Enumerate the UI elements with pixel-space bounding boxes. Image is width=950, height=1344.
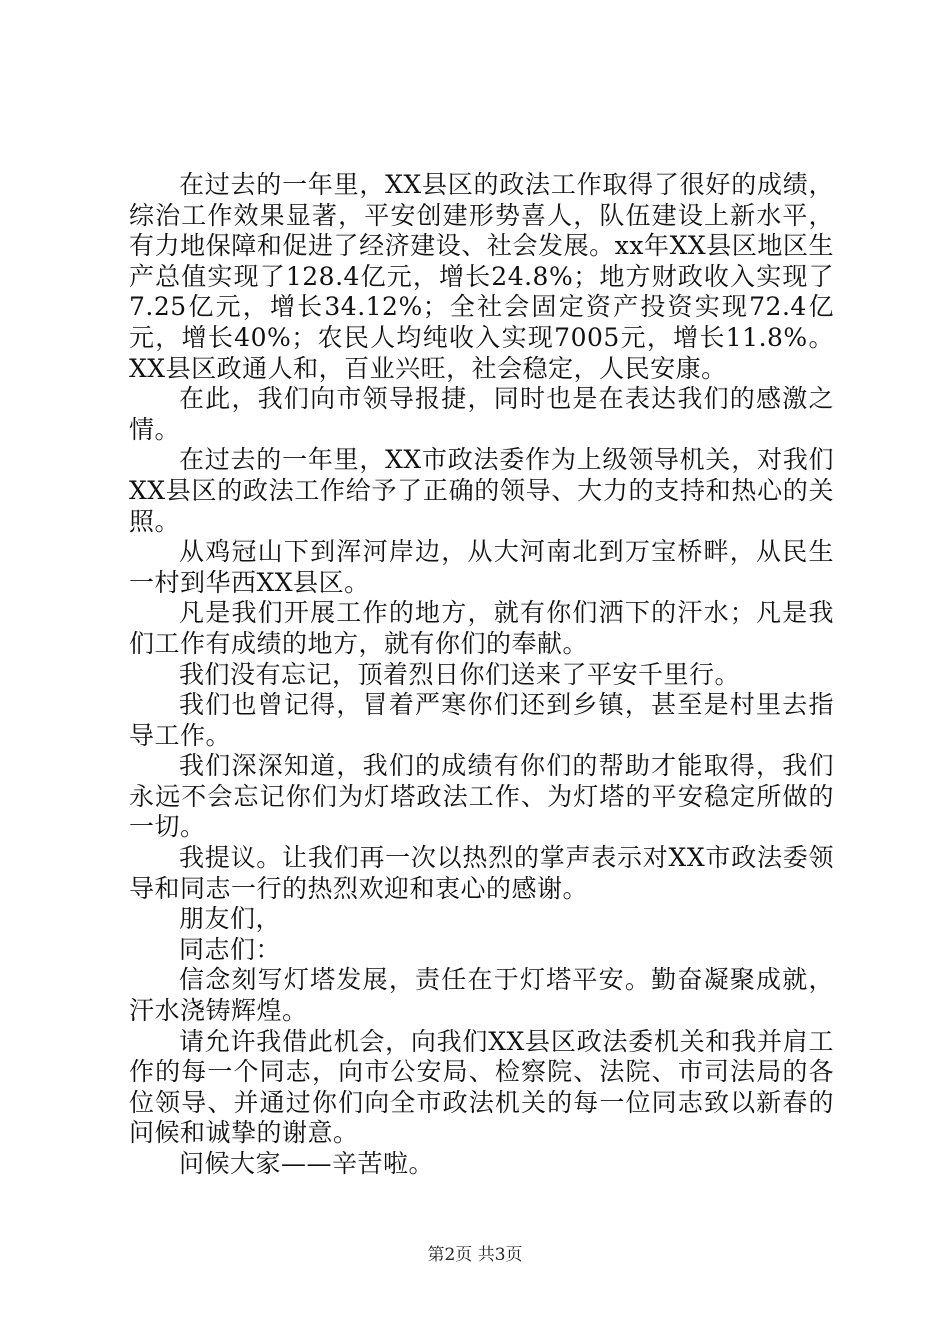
paragraph-14: 问候大家——辛苦啦。 [179, 1149, 435, 1178]
paragraph-6: 我们没有忘记，顶着烈日你们送来了平安千里行。 [179, 659, 741, 689]
paragraph-2: 在此，我们向市领导报捷，同时也是在表达我们的感激之情。 [129, 384, 834, 444]
paragraph-7: 我们也曾记得，冒着严寒你们还到乡镇，甚至是村里去指导工作。 [129, 690, 834, 750]
paragraph-5: 凡是我们开展工作的地方，就有你们洒下的汗水；凡是我们工作有成绩的地方，就有你们的奉献。 [129, 598, 834, 658]
paragraph-10: 朋友们， [179, 904, 282, 934]
paragraph-8: 我们深深知道，我们的成绩有你们的帮助才能取得，我们永远不会忘记你们为灯塔政法工作、为灯塔的平安稳定所做的一切。 [129, 751, 834, 842]
paragraph-3: 在过去的一年里，XX市政法委作为上级领导机关，对我们XX县区的政法工作给予了正确的领导、大力的支持和热心的关照。 [129, 445, 834, 536]
paragraph-13: 请允许我借此机会，向我们XX县区政法委机关和我并肩工作的每一个同志，向市公安局、检察院、法院、市司法局的各位领导、并通过你们向全市政法机关的每一位同志致以新春的问候和诚挚的谢意。 [129, 1026, 834, 1148]
page-footer: 第2页 共3页 [427, 1245, 523, 1265]
paragraph-12: 信念刻写灯塔发展，责任在于灯塔平安。勤奋凝聚成就，汗水浇铸辉煌。 [129, 965, 834, 1026]
document-body [129, 170, 834, 1180]
paragraph-9: 我提议。让我们再一次以热烈的掌声表示对XX市政法委领导和同志一行的热烈欢迎和衷心的感谢。 [129, 843, 834, 903]
paragraph-1: 在过去的一年里，XX县区的政法工作取得了很好的成绩，综治工作效果显著，平安创建形势喜人，队伍建设上新水平，有力地保障和促进了经济建设、社会发展。xx年XX县区地区生产总值实现了128.4亿元，增长24.8%；地方财政收入实现了7.25亿元，增长34.12%；全社会固定资产投资实现72.4亿元，增长40%；农民人均纯收入实现7005元，增长11.8%。XX县区政通人和，百业兴旺，社会稳定，人民安康。 [129, 170, 834, 383]
paragraph-4: 从鸡冠山下到浑河岸边，从大河南北到万宝桥畔，从民生一村到华西XX县区。 [129, 537, 834, 597]
paragraph-11: 同志们： [179, 934, 282, 964]
